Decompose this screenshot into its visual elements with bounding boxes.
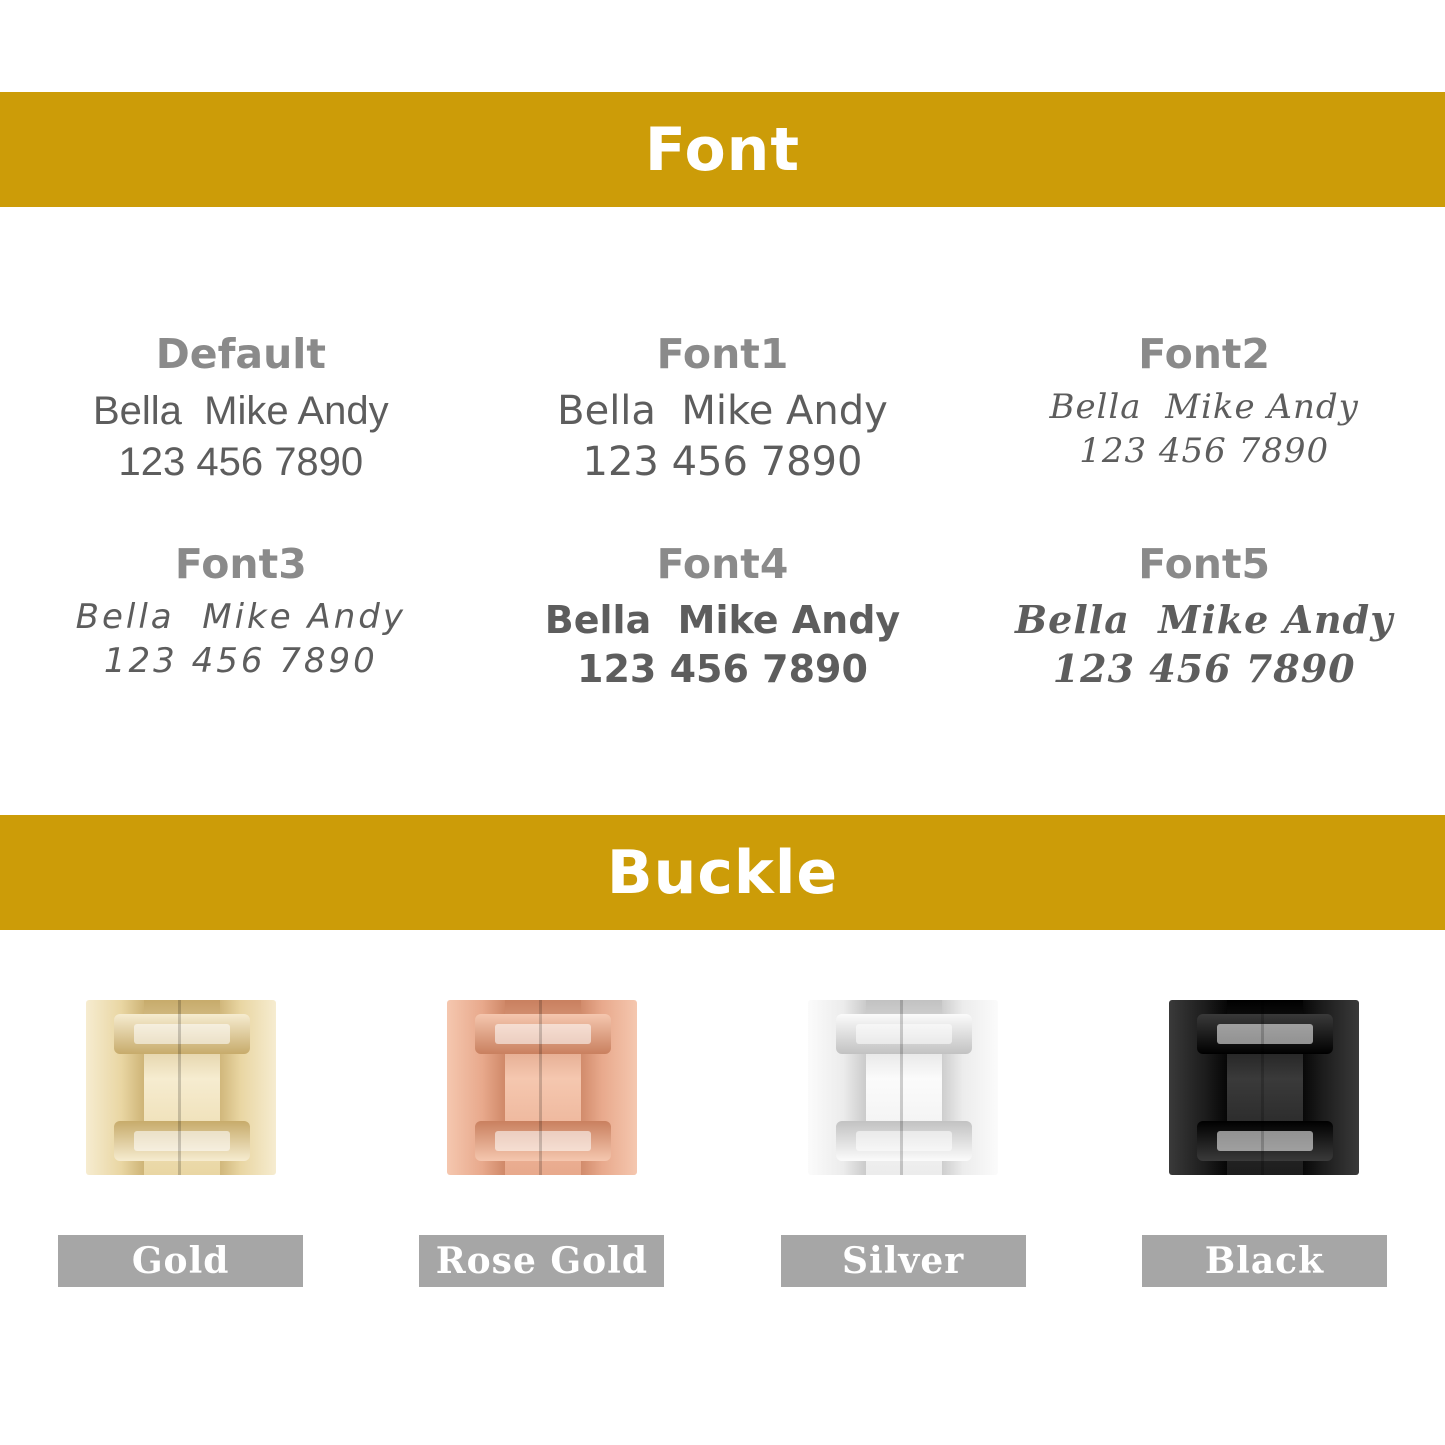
buckle-caption-black [1142, 1235, 1387, 1287]
buckle-caption-gold [58, 1235, 303, 1287]
buckle-seam [539, 1000, 542, 1175]
buckle-label: Rose Gold [435, 1240, 648, 1282]
buckle-bottom-slot [856, 1131, 952, 1151]
font-option-font1[interactable] [482, 330, 964, 540]
buckle-label: Silver [842, 1240, 965, 1282]
font-sample-numbers: 123 456 7890 [118, 440, 364, 485]
font-option-label: Font3 [174, 540, 307, 588]
font-sample-names: Bella Mike Andy [1015, 597, 1394, 642]
buckle-seam [900, 1000, 903, 1175]
buckle-image-silver [808, 1000, 998, 1175]
buckle-bottom-slot [495, 1131, 591, 1151]
font-sample-numbers: 123 456 7890 [582, 439, 863, 486]
buckle-image-black [1169, 1000, 1359, 1175]
font-sample-numbers: 123 456 7890 [103, 640, 378, 681]
font-option-label: Font1 [656, 330, 789, 378]
buckle-seam [1261, 1000, 1264, 1175]
font-option-label: Default [155, 330, 326, 378]
buckle-top-slot [495, 1024, 591, 1044]
font-option-font4[interactable] [482, 540, 964, 750]
buckle-option-rose-gold[interactable] [361, 1000, 722, 1370]
font-option-label: Font4 [656, 540, 789, 588]
font-sample-numbers: 123 456 7890 [577, 646, 868, 691]
font-options-grid [0, 330, 1445, 750]
font-option-label: Font5 [1138, 540, 1271, 588]
font-sample-names: Bella Mike Andy [544, 598, 901, 642]
buckle-image-gold [86, 1000, 276, 1175]
buckle-options-row [0, 1000, 1445, 1370]
font-option-font3[interactable] [0, 540, 482, 750]
font-sample-numbers: 123 456 7890 [1052, 645, 1356, 691]
buckle-seam [178, 1000, 181, 1175]
buckle-caption-rose-gold [419, 1235, 664, 1287]
font-section-title: Font [644, 114, 801, 185]
buckle-label: Gold [131, 1240, 230, 1282]
buckle-section-banner [0, 815, 1445, 930]
font-option-default[interactable] [0, 330, 482, 540]
font-sample-names: Bella Mike Andy [75, 597, 406, 637]
buckle-image-rose-gold [447, 1000, 637, 1175]
buckle-caption-silver [781, 1235, 1026, 1287]
buckle-top-slot [856, 1024, 952, 1044]
buckle-label: Black [1204, 1240, 1325, 1282]
buckle-option-silver[interactable] [723, 1000, 1084, 1370]
buckle-bottom-slot [134, 1131, 230, 1151]
font-sample-numbers: 123 456 7890 [1079, 430, 1330, 471]
font-option-label: Font2 [1138, 330, 1271, 378]
buckle-section-title: Buckle [606, 837, 839, 908]
buckle-top-slot [1217, 1024, 1313, 1044]
font-sample-names: Bella Mike Andy [92, 389, 389, 433]
font-sample-names: Bella Mike Andy [1049, 387, 1359, 427]
font-sample-names: Bella Mike Andy [557, 388, 888, 434]
font-option-font5[interactable] [963, 540, 1445, 750]
font-option-font2[interactable] [963, 330, 1445, 540]
buckle-option-gold[interactable] [0, 1000, 361, 1370]
buckle-top-slot [134, 1024, 230, 1044]
buckle-bottom-slot [1217, 1131, 1313, 1151]
buckle-option-black[interactable] [1084, 1000, 1445, 1370]
font-section-banner [0, 92, 1445, 207]
